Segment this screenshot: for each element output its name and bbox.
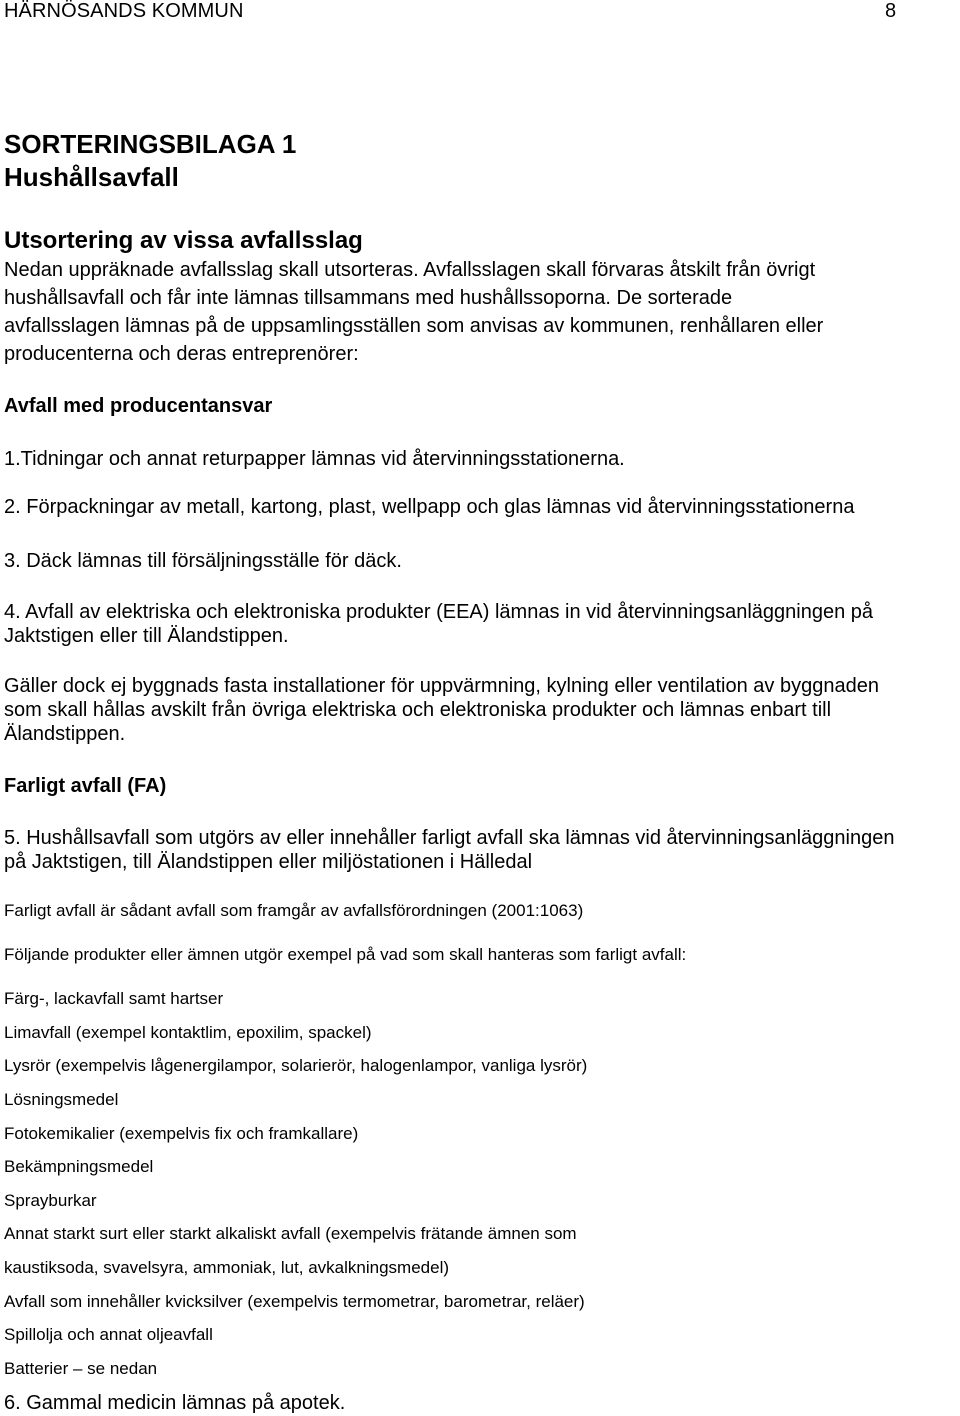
hazardous-definition: Farligt avfall är sådant avfall som framgår av avfallsförordningen (2001:1063) [4, 901, 584, 920]
intro-line: Nedan uppräknade avfallsslag skall utsorteras. Avfallsslagen skall förvaras åtskilt från övrigt [4, 259, 816, 281]
header-page-number: 8 [885, 0, 897, 22]
list-item-5-cont: på Jaktstigen, till Älandstippen eller miljöstationen i Hälledal [4, 851, 533, 873]
header-organization: HÄRNÖSANDS KOMMUN [4, 0, 244, 22]
list-item-1: 1.Tidningar och annat returpapper lämnas vid återvinningsstationerna. [4, 448, 625, 470]
list-item-4-cont: Jaktstigen eller till Älandstippen. [4, 625, 289, 647]
section-heading: Utsortering av vissa avfallsslag [4, 227, 363, 254]
list-item-2: 2. Förpackningar av metall, kartong, plast, wellpapp och glas lämnas vid återvinningsstationerna [4, 496, 855, 518]
document-title: SORTERINGSBILAGA 1 [4, 129, 297, 159]
list-item-3: 3. Däck lämnas till försäljningsställe för däck. [4, 550, 402, 572]
intro-line: avfallsslagen lämnas på de uppsamlingsställen som anvisas av kommunen, renhållaren eller [4, 315, 824, 337]
note-line: Gäller dock ej byggnads fasta installationer för uppvärmning, kylning eller ventilation av byggnaden [4, 675, 879, 697]
list-item-4: 4. Avfall av elektriska och elektroniska produkter (EEA) lämnas in vid återvinningsanläggningen på [4, 601, 874, 623]
note-line: Älandstippen. [4, 723, 126, 745]
example-item: Batterier – se nedan [4, 1359, 158, 1378]
intro-line: hushållsavfall och får inte lämnas tillsammans med hushållssoporna. De sorterade [4, 287, 733, 309]
list-item-5: 5. Hushållsavfall som utgörs av eller innehåller farligt avfall ska lämnas vid återvinningsanläggningen [4, 827, 895, 849]
producer-heading: Avfall med producentansvar [4, 395, 273, 417]
example-item: Fotokemikalier (exempelvis fix och framkallare) [4, 1124, 359, 1143]
example-item: Avfall som innehåller kvicksilver (exempelvis termometrar, barometrar, reläer) [4, 1292, 585, 1311]
example-item: Färg-, lackavfall samt hartser [4, 989, 224, 1008]
hazardous-heading: Farligt avfall (FA) [4, 775, 167, 797]
document-subtitle: Hushållsavfall [4, 162, 179, 192]
example-item: Spillolja och annat oljeavfall [4, 1325, 213, 1344]
example-item: Lösningsmedel [4, 1090, 119, 1109]
intro-line: producenterna och deras entreprenörer: [4, 343, 359, 365]
example-item: Annat starkt surt eller starkt alkaliskt avfall (exempelvis frätande ämnen som [4, 1224, 577, 1243]
example-item: Bekämpningsmedel [4, 1157, 154, 1176]
examples-intro: Följande produkter eller ämnen utgör exempel på vad som skall hanteras som farligt avfall: [4, 945, 687, 964]
example-item: kaustiksoda, svavelsyra, ammoniak, lut, avkalkningsmedel) [4, 1258, 450, 1277]
example-item: Limavfall (exempel kontaktlim, epoxilim, spackel) [4, 1023, 372, 1042]
note-line: som skall hållas avskilt från övriga elektriska och elektroniska produkter och lämnas enbart till [4, 699, 832, 721]
example-item: Lysrör (exempelvis lågenergilampor, solarierör, halogenlampor, vanliga lysrör) [4, 1056, 588, 1075]
list-item-6: 6. Gammal medicin lämnas på apotek. [4, 1392, 346, 1414]
example-item: Sprayburkar [4, 1191, 97, 1210]
